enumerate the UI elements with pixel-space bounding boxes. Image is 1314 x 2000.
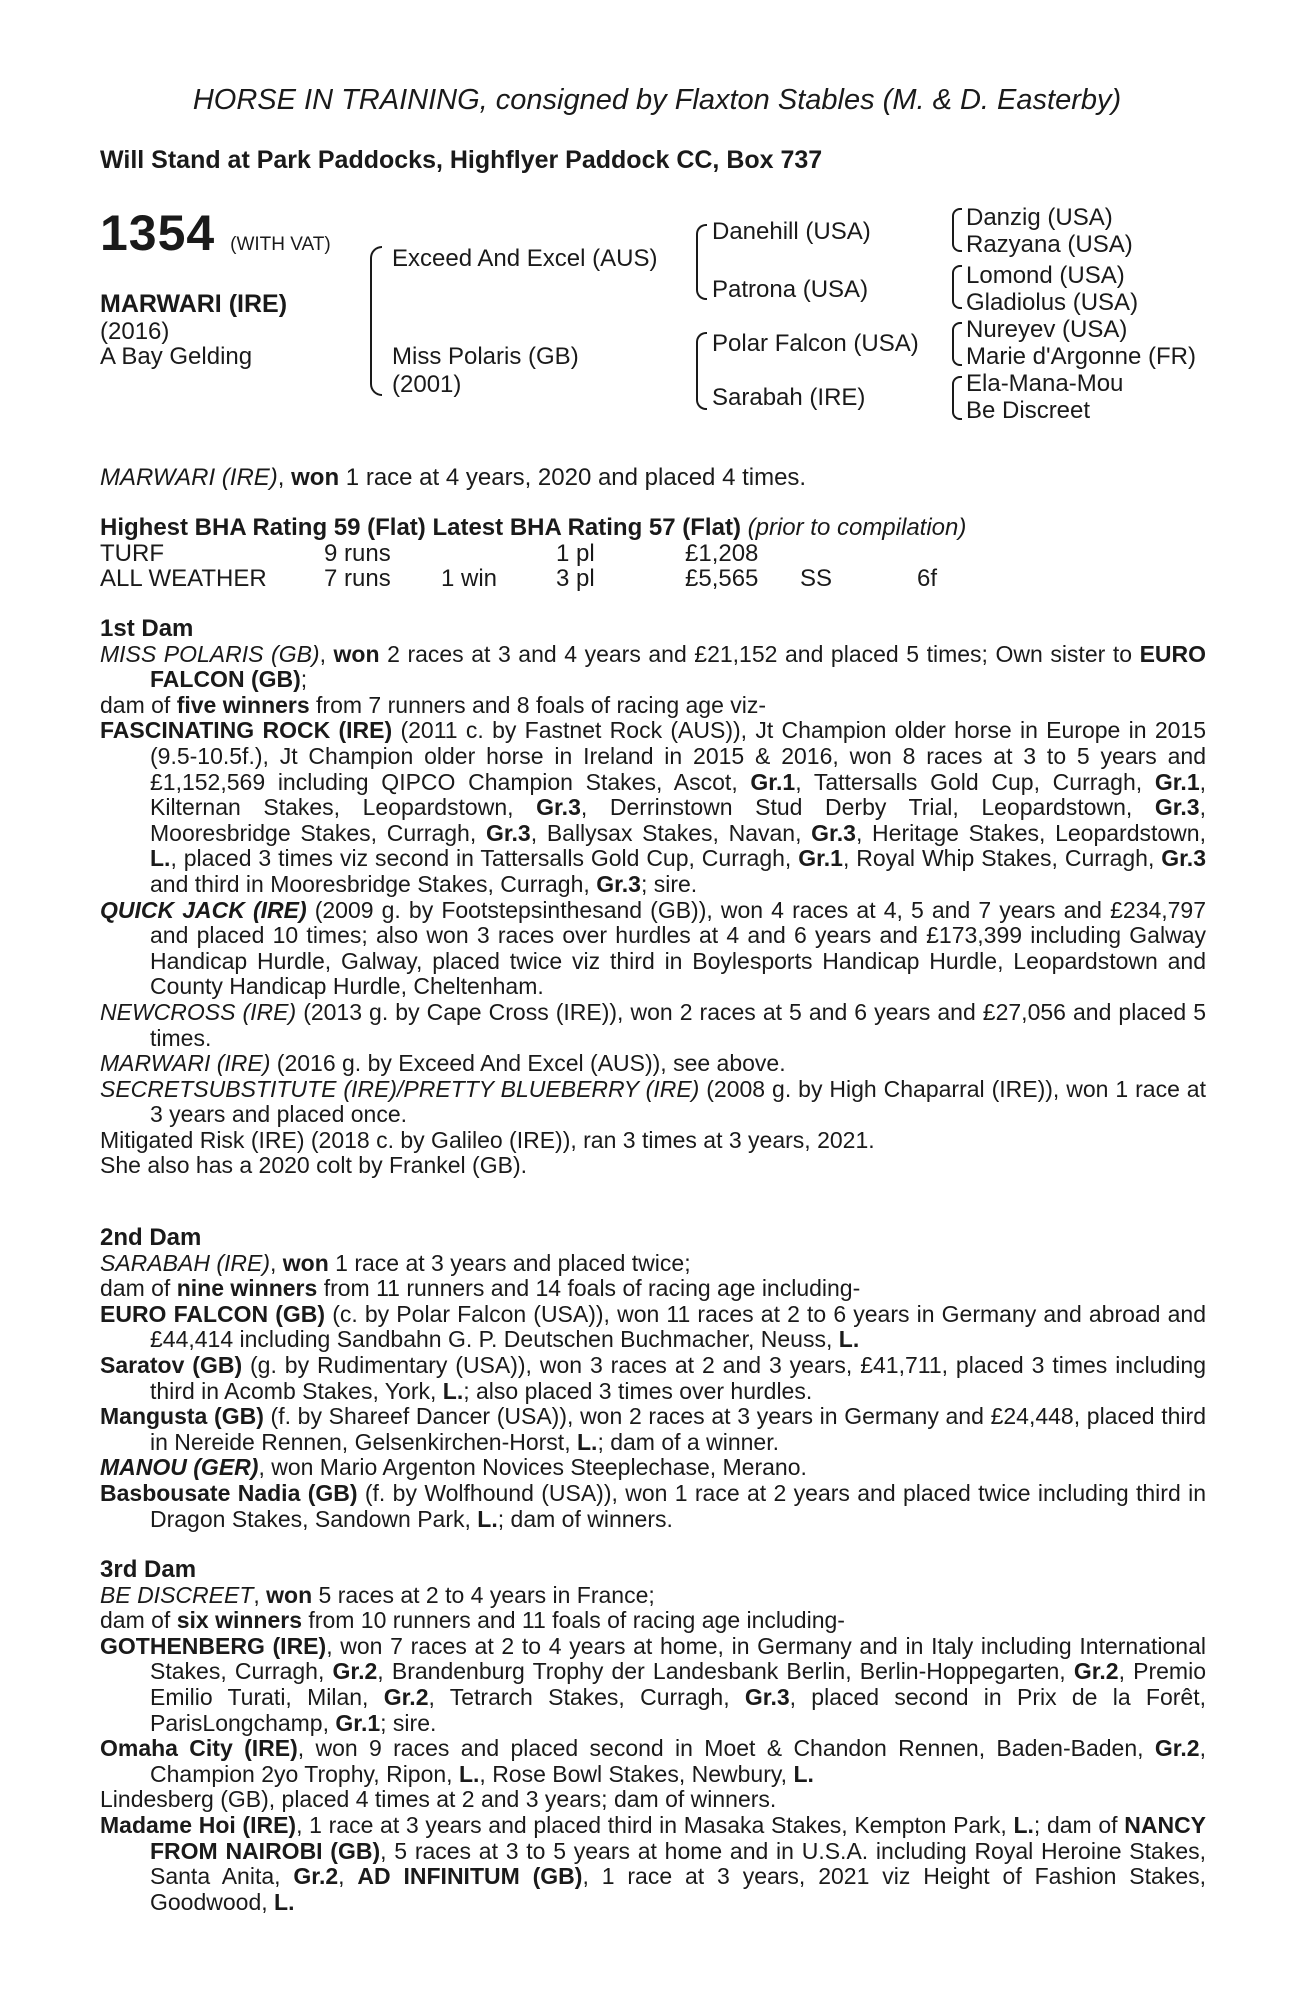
grade-label: Gr.2	[383, 1683, 429, 1710]
produce-text: , Tattersalls Gold Cup, Curragh,	[795, 768, 1155, 795]
perf-aw-runs: 7 runs	[324, 565, 391, 592]
pedigree-brace-3	[696, 332, 707, 410]
first-dam-section	[100, 616, 1206, 1179]
produce-text: ; sire.	[380, 1709, 437, 1736]
grade-label: Gr.1	[335, 1709, 381, 1736]
pedigree-dam: Miss Polaris (GB)	[392, 343, 579, 370]
produce-text: ; dam of	[1033, 1811, 1125, 1838]
produce-text: ; also placed 3 times over hurdles.	[463, 1377, 813, 1404]
perf-row-aw	[100, 565, 1000, 591]
pedigree-brace-5	[952, 265, 962, 309]
grade-label: L.	[793, 1760, 814, 1787]
first-dam-produce-line	[100, 693, 1206, 719]
produce-text: Lindesberg (GB), placed 4 times at 2 and 3 years; dam of winners.	[100, 1786, 777, 1813]
produce-name: EURO FALCON (GB)	[100, 1300, 326, 1327]
third-dam-line: BE DISCREET, won 5 races at 2 to 4 years in France;	[100, 1581, 655, 1608]
produce-text: and third in Mooresbridge Stakes, Curragh,	[150, 870, 597, 897]
produce-text: , 5 races at 3 to 5 years at home and in U.S.A. including Royal Heroine Stakes, Santa Anita,	[150, 1837, 1206, 1890]
second-dam-section	[100, 1225, 1206, 1532]
pedigree-brace-6	[952, 322, 962, 366]
first-dam-produce-prefix: dam of	[100, 691, 177, 718]
pedigree-brace-7	[952, 376, 962, 420]
produce-name: NANCY FROM NAIROBI (GB)	[150, 1811, 1207, 1864]
produce-text: , Heritage Stakes, Leopardstown,	[855, 819, 1206, 846]
race-summary: MARWARI (IRE), won 1 race at 4 years, 2020 and placed 4 times.	[100, 464, 807, 491]
produce-text: ; dam of winners.	[497, 1505, 673, 1532]
pedigree-brace-4	[952, 208, 962, 252]
produce-text: (2008 g. by High Chaparral (IRE)), won 1 race at 3 years and placed once.	[150, 1075, 1206, 1128]
perf-row-turf	[100, 540, 1000, 566]
perf-aw-distance: 6f	[917, 565, 938, 592]
produce-text: , Ballysax Stakes, Navan,	[530, 819, 812, 846]
third-dam-winners-count: six winners	[176, 1607, 302, 1634]
bha-ratings	[100, 514, 966, 542]
produce-text: , placed 3 times viz second in Tattersalls Gold Cup, Curragh,	[170, 845, 799, 872]
pedigree-ssd: Razyana (USA)	[966, 231, 1133, 258]
grade-label: Gr.3	[596, 870, 641, 897]
pedigree-sds: Lomond (USA)	[966, 262, 1125, 289]
produce-manou	[100, 1455, 1206, 1481]
produce-gothenberg	[100, 1634, 1206, 1736]
produce-text: , Rose Bowl Stakes, Newbury,	[479, 1760, 794, 1787]
third-dam-text: 5 races at 2 to 4 years in France;	[312, 1581, 655, 1608]
second-dam-text: 1 race at 3 years and placed twice;	[328, 1249, 691, 1276]
produce-mangusta	[100, 1404, 1206, 1455]
consignment-line: HORSE IN TRAINING, consigned by Flaxton Stables (M. & D. Easterby)	[192, 84, 1122, 116]
grade-label: Gr.2	[293, 1863, 339, 1890]
first-dam-produce-rest: from 7 runners and 8 foals of racing age viz-	[309, 691, 767, 718]
produce-euro-falcon	[100, 1302, 1206, 1353]
produce-text: , Premio Emilio Turati, Milan,	[150, 1658, 1206, 1710]
first-dam-winners-count: five winners	[176, 691, 310, 718]
second-dam-won: won	[282, 1249, 329, 1276]
pedigree-sire: Exceed And Excel (AUS)	[392, 245, 658, 272]
produce-text: , Royal Whip Stakes, Curragh,	[842, 845, 1162, 872]
produce-text: , placed second in Prix de la Forêt, ParisLongchamp,	[150, 1683, 1206, 1736]
perf-aw-ss: SS	[800, 565, 833, 592]
pedigree-dsd: Marie d'Argonne (FR)	[966, 343, 1196, 370]
grade-label: L.	[838, 1326, 860, 1353]
produce-text: , Kilternan Stakes, Leopardstown,	[150, 768, 1207, 821]
produce-text: , won 7 races at 2 to 4 years at home, in Germany and in Italy including International Stakes, Curragh,	[150, 1632, 1206, 1685]
grade-label: Gr.2	[1073, 1658, 1119, 1685]
produce-quick-jack	[100, 898, 1206, 1000]
produce-basbousate-nadia	[100, 1481, 1206, 1532]
vat-note: (WITH VAT)	[230, 234, 331, 255]
third-dam-produce-prefix: dam of	[100, 1607, 177, 1634]
produce-text: , 1 race at 3 years and placed third in Masaka Stakes, Kempton Park,	[296, 1811, 1014, 1838]
pedigree-ddd: Be Discreet	[966, 397, 1091, 424]
grade-label: Gr.3	[536, 794, 581, 821]
produce-name: AD INFINITUM (GB)	[357, 1863, 583, 1890]
produce-mitigated-risk	[100, 1128, 1206, 1154]
produce-fascinating-rock	[100, 718, 1206, 897]
produce-name: Saratov (GB)	[100, 1351, 243, 1378]
grade-label: Gr.2	[1154, 1735, 1200, 1762]
perf-turf-label: TURF	[100, 540, 164, 567]
pedigree-dam-year: (2001)	[392, 371, 462, 398]
grade-label: Gr.1	[1154, 768, 1200, 795]
produce-text: , Champion 2yo Trophy, Ripon,	[150, 1735, 1206, 1787]
produce-lindesberg	[100, 1787, 1206, 1813]
summary-rest: 1 race at 4 years, 2020 and placed 4 times.	[339, 464, 807, 491]
produce-text: (2016 g. by Exceed And Excel (AUS)), see above.	[270, 1050, 786, 1077]
lot-number	[100, 204, 331, 262]
pedigree-sire-sire: Danehill (USA)	[712, 218, 871, 245]
grade-label: Gr.3	[744, 1683, 790, 1710]
third-dam-section	[100, 1557, 1206, 1915]
third-dam-heading: 3rd Dam	[100, 1556, 197, 1583]
produce-text: Mitigated Risk (IRE) (2018 c. by Galileo (IRE)), ran 3 times at 3 years, 2021.	[100, 1126, 875, 1153]
grade-label: Gr.1	[798, 845, 843, 872]
produce-text: ; dam of a winner.	[597, 1428, 779, 1455]
first-dam-name: MISS POLARIS (GB)	[100, 640, 320, 667]
perf-aw-prize: £5,565	[685, 565, 759, 592]
first-dam-note: She also has a 2020 colt by Frankel (GB).	[100, 1152, 527, 1179]
produce-text: (2013 g. by Cape Cross (IRE)), won 2 races at 5 and 6 years and £27,056 and placed 5 times.	[150, 998, 1207, 1051]
produce-text: (2009 g. by Footstepsinthesand (GB)), won 4 races at 4, 5 and 7 years and £234,797 and placed 10 times; also won 3 races over hurdles at 4 and 6 years and £173,399 including Galway Handicap Hurdle, Galway, placed twice viz third in Boylesports Handicap Hurdle, Leopardstown and County Handicap Hurdle, Cheltenham.	[150, 896, 1207, 1000]
horse-year: (2016)	[100, 318, 170, 345]
horse-description: A Bay Gelding	[100, 343, 253, 370]
pedigree-dds: Ela-Mana-Mou	[966, 370, 1124, 397]
produce-name: Madame Hoi (IRE)	[100, 1811, 297, 1838]
produce-text: (f. by Shareef Dancer (USA)), won 2 races at 3 years in Germany and £24,448, placed third in Nereide Rennen, Gelsenkirchen-Horst,	[150, 1403, 1206, 1455]
produce-text: , 1 race at 3 years, 2021 viz Height of Fashion Stakes, Goodwood,	[150, 1863, 1206, 1915]
first-dam-text: 2 races at 3 and 4 years and £21,152 and placed 5 times; Own sister to	[379, 640, 1140, 667]
third-dam-name: BE DISCREET	[100, 1581, 254, 1608]
perf-turf-placed: 1 pl	[556, 540, 595, 567]
produce-text: ,	[338, 1863, 358, 1890]
produce-name: QUICK JACK (IRE)	[100, 896, 307, 923]
grade-label: Gr.1	[750, 768, 796, 795]
horse-name: MARWARI (IRE)	[100, 290, 288, 318]
produce-madame-hoi	[100, 1813, 1206, 1915]
produce-saratov	[100, 1353, 1206, 1404]
produce-text: (2011 c. by Fastnet Rock (AUS)), Jt Champion older horse in Europe in 2015 (9.5-10.5f.), Jt Champion older horse in Ireland in 2015 & 2016, won 8 races at 3 to 5 years and £1,152,569 including QIPCO Champion Stakes, Ascot,	[150, 717, 1206, 795]
produce-text: (g. by Rudimentary (USA)), won 3 races at 2 and 3 years, £41,711, placed 3 times including third in Acomb Stakes, York,	[150, 1351, 1206, 1404]
lot-number-value: 1354	[100, 205, 216, 261]
perf-aw-label: ALL WEATHER	[100, 565, 267, 592]
produce-name: FASCINATING ROCK (IRE)	[100, 717, 393, 744]
produce-newcross	[100, 1000, 1206, 1051]
stand-location: Will Stand at Park Paddocks, Highflyer Paddock CC, Box 737	[100, 146, 823, 174]
produce-text: , Derrinstown Stud Derby Trial, Leopardstown,	[580, 794, 1155, 821]
third-dam-produce-rest: from 10 runners and 11 foals of racing age including-	[302, 1607, 845, 1634]
second-dam-heading: 2nd Dam	[100, 1224, 202, 1251]
ratings-text: Highest BHA Rating 59 (Flat) Latest BHA Rating 57 (Flat)	[100, 514, 741, 541]
grade-label: Gr.3	[1161, 845, 1206, 872]
first-dam-line: MISS POLARIS (GB), won 2 races at 3 and 4 years and £21,152 and placed 5 times; Own sister to EURO FALCON (GB);	[100, 640, 1207, 693]
third-dam-produce-line	[100, 1608, 1206, 1634]
pedigree-sss: Danzig (USA)	[966, 204, 1113, 231]
produce-name: Mangusta (GB)	[100, 1403, 264, 1430]
grade-label: Gr.3	[1154, 794, 1200, 821]
produce-text: ; sire.	[640, 870, 698, 897]
second-dam-produce-prefix: dam of	[100, 1275, 177, 1302]
second-dam-produce-line	[100, 1276, 1206, 1302]
grade-label: L.	[477, 1505, 498, 1532]
perf-aw-placed: 3 pl	[556, 565, 595, 592]
first-dam-heading: 1st Dam	[100, 615, 194, 642]
second-dam-winners-count: nine winners	[176, 1275, 318, 1302]
produce-secretsubstitute	[100, 1077, 1206, 1128]
pedigree-dss: Nureyev (USA)	[966, 316, 1128, 343]
summary-won: won	[291, 464, 340, 491]
first-dam-sibling: EURO FALCON (GB)	[150, 640, 1207, 693]
ratings-note: (prior to compilation)	[747, 514, 967, 541]
pedigree-dam-sire: Polar Falcon (USA)	[712, 330, 919, 357]
produce-name: MARWARI (IRE)	[100, 1050, 271, 1077]
produce-text: , Mooresbridge Stakes, Curragh,	[150, 794, 1206, 846]
grade-label: Gr.3	[811, 819, 856, 846]
produce-name: Basbousate Nadia (GB)	[100, 1479, 358, 1506]
grade-label: L.	[150, 845, 171, 872]
produce-name: MANOU (GER)	[100, 1454, 259, 1481]
produce-text: , Brandenburg Trophy der Landesbank Berlin, Berlin-Hoppegarten,	[377, 1658, 1074, 1685]
grade-label: L.	[442, 1377, 464, 1404]
first-dam-won: won	[333, 640, 380, 667]
produce-omaha-city	[100, 1736, 1206, 1787]
produce-text: , Tetrarch Stakes, Curragh,	[428, 1683, 745, 1710]
third-dam-won: won	[266, 1581, 313, 1608]
produce-name: Omaha City (IRE)	[100, 1735, 298, 1762]
pedigree-sdd: Gladiolus (USA)	[966, 289, 1139, 316]
grade-label: L.	[274, 1888, 295, 1915]
produce-text: (f. by Wolfhound (USA)), won 1 race at 2 years and placed twice including third in Dragon Stakes, Sandown Park,	[150, 1479, 1206, 1532]
produce-name: SECRETSUBSTITUTE (IRE)/PRETTY BLUEBERRY (IRE)	[100, 1075, 700, 1102]
summary-horse-name: MARWARI (IRE)	[100, 464, 278, 491]
perf-turf-prize: £1,208	[685, 540, 759, 567]
grade-label: Gr.2	[332, 1658, 378, 1685]
pedigree-sire-dam: Patrona (USA)	[712, 276, 869, 303]
produce-text: , won Mario Argenton Novices Steeplechase, Merano.	[258, 1454, 807, 1481]
second-dam-line: SARABAH (IRE), won 1 race at 3 years and placed twice;	[100, 1249, 691, 1276]
produce-marwari	[100, 1051, 1206, 1077]
produce-name: NEWCROSS (IRE)	[100, 998, 297, 1025]
pedigree-brace-2	[696, 224, 707, 300]
grade-label: L.	[1013, 1811, 1034, 1838]
grade-label: L.	[576, 1428, 598, 1455]
perf-aw-wins: 1 win	[441, 565, 498, 592]
perf-turf-runs: 9 runs	[324, 540, 391, 567]
pedigree-brace-1	[370, 246, 382, 396]
first-dam-text-end: ;	[300, 666, 308, 693]
produce-text: (c. by Polar Falcon (USA)), won 11 races at 2 to 6 years in Germany and abroad and £44,414 including Sandbahn G. P. Deutschen Buchmacher, Neuss,	[150, 1300, 1206, 1353]
second-dam-produce-rest: from 11 runners and 14 foals of racing age including-	[317, 1275, 861, 1302]
grade-label: L.	[458, 1760, 480, 1787]
produce-name: GOTHENBERG (IRE)	[100, 1632, 327, 1659]
pedigree-dam-dam: Sarabah (IRE)	[712, 384, 866, 411]
second-dam-name: SARABAH (IRE)	[100, 1249, 270, 1276]
grade-label: Gr.3	[485, 819, 531, 846]
produce-text: , won 9 races and placed second in Moet & Chandon Rennen, Baden-Baden,	[297, 1735, 1155, 1762]
